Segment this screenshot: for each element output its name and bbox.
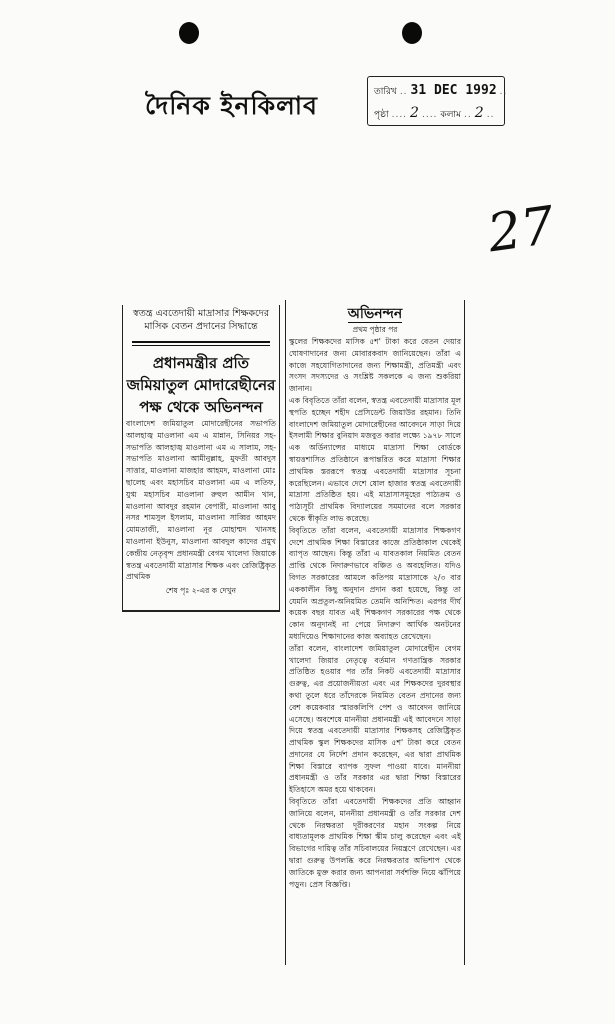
article-kicker: স্বতন্ত্র এবতেদায়ী মাদ্রাসার শিক্ষকদের মাসিক বেতন প্রদানের সিদ্ধান্তে [132, 308, 270, 332]
date-value: 31 DEC 1992 [410, 83, 497, 98]
left-article [122, 305, 280, 612]
article-headline: প্রধানমন্ত্রীর প্রতি জমিয়াতুল মোদারেছীনের পক্ষ থেকে অভিনন্দন [126, 354, 276, 416]
paragraph: তাঁরা বলেন, বাংলাদেশ জমিয়াতুল মোদারেছীন বেগম খালেদা জিয়ার নেতৃত্বে বর্তমান গণতান্ত্রিক সরকার প্রতিষ্ঠিত হওয়ার পর তাঁর নিকট এবতেদায়ী মাদ্রাসার গুরুত্ব, এর প্রয়োজনীয়তা এবং এর শিক্ষকদের দুরবস্থার কথা তুলে ধরে তাঁদেরকে নিয়মিত বেতন প্রদানের জন্য বেশ কয়েকবার স্মারকলিপি পেশ ও আবেদন জানিয়ে এসেছে। অবশেষে মাননীয়া প্রধানমন্ত্রী এই আবেদনে সাড়া দিয়ে স্বতন্ত্র এবতেদায়ী মাদ্রাসার শিক্ষকসহ রেজিষ্ট্রিকৃত প্রাথমিক স্কুল শিক্ষকদের মাসিক ৫শ' টাকা করে বেতন প্রদানের যে নির্দেশ প্রদান করেছেন, এর দ্বারা প্রাথমিক শিক্ষা বিস্তারে ব্যাপক সুফল পাওয়া যাবে। মাননীয়া প্রধানমন্ত্রী ও তাঁর সরকার এর দ্বারা শিক্ষা বিস্তারের ইতিহাসে অমর হয়ে থাকবেন। [289, 643, 461, 795]
paragraph: বিবৃতিতে তাঁরা এবতেদায়ী শিক্ষকদের প্রতি আহ্বান জানিয়ে বলেন, মাননীয়া প্রধানমন্ত্রী ও তাঁর সরকার দেশ থেকে নিরক্ষরতা দূরীকরণের মহান সংকল্প নিয়ে বাধ্যতামূলক প্রাথমিক শিক্ষা স্কীম চালু করেছেন এবং এই বিভাগের দায়িত্ব তাঁর সচিবালয়ের নিয়ন্ত্রণে রেখেছেন। এর দ্বারা গুরুত্ব উপলব্ধি করে নিরক্ষরতার অভিশাপ থেকে জাতিকে মুক্ত করার জন্য আপনারা সর্বশক্তি নিয়ে ঝাঁপিয়ে পড়ুন। প্রেস বিজ্ঞপ্তি। [289, 797, 461, 889]
column-label: কলাম [440, 110, 462, 120]
right-article [285, 300, 465, 965]
clipping-stamp: তারিখ .. 31 DEC 1992 .. পৃষ্ঠা .... 2 .... কলাম .. 2 .. [367, 76, 505, 126]
page-label: পৃষ্ঠা [374, 110, 389, 120]
paragraph: বিবৃতিতে তাঁরা বলেন, এবতেদায়ী মাদ্রাসার শিক্ষকগণ দেশে প্রাথমিক শিক্ষা বিস্তারের কাজে প্রতিষ্ঠাকাল থেকেই ব্যাপৃত আছেন। কিন্তু তাঁরা এ যাবতকাল নিয়মিত বেতন প্রাপ্তি থেকে নিদারুণভাবে বঞ্চিত ও অবহেলিত। যদিও বিগত সরকারের আমলে কতিপয় মাদ্রাসাকে ২/৩ বার এককালীন কিছু অনুদান প্রদান করা হয়েছে, কিন্তু তা যেমনি অপ্রতুল-অনিয়মিত তেমনি অনিশ্চিত। এরপর দীর্ঘ কয়েক বছর যাবত এই শিক্ষকগণ সরকারের পক্ষ থেকে কোন অনুদানই না পেয়ে নিদারুণ আর্থিক অনটনের মধ্যদিয়েও শিক্ষাদানের কাজ অব্যাহত রেখেছেন। [289, 525, 461, 641]
article-title: অভিনন্দন [347, 306, 403, 322]
column-value: 2 [474, 105, 484, 121]
article-body: বাংলাদেশ জমিয়াতুল মোদারেছীনের সভাপতি আলহাজ্ব মাওলানা এম এ মান্নান, সিনিয়র সহ-সভাপতি আলহাজ্ব মাওলানা এম এ সালাম, সহ-সভাপতি মাওলানা আমীনুল্লাহ, মুফতী আবদুস সাত্তার, মাওলানা মাজহার আহমদ, মাওলানা মোঃ ছালেহ এবং মহাসচিব মাওলানা এম এ লতিফ, যুগ্ম মহাসচিব মাওলানা রুহুল আমীন খান, মাওলানা আবদুর রহমান বেপারী, মাওলানা আবু নসর শামসুল ইসলাম, মাওলানা সাব্বির আহমদ মোমতাজী, মাওলানা নূর মোহাম্মদ খানসহ মাওলানা ইউনুস, মাওলানা আবদুল কাদের প্রমুখ কেন্দ্রীয় নেতৃবৃন্দ প্রধানমন্ত্রী বেগম খালেদা জিয়াকে স্বতন্ত্র এবতেদায়ী মাদ্রাসার শিক্ষক এবং রেজিষ্ট্রিকৃত প্রাথমিক [126, 419, 276, 582]
newspaper-masthead: দৈনিক ইনকিলাব [145, 91, 318, 120]
punch-hole-left [179, 22, 199, 44]
date-label: তারিখ [374, 87, 397, 97]
punch-hole-right [402, 22, 422, 44]
handwritten-page-number: 27 [484, 195, 559, 265]
continued-from-note: প্রথম পৃষ্ঠার পর [352, 325, 398, 334]
page-value: 2 [410, 105, 419, 121]
paragraph: স্কুলের শিক্ষকদের মাসিক ৫শ' টাকা করে বেতন দেয়ার ঘোষণাদানের জন্য মোবারকবাদ জানিয়েছেন। তাঁরা এ কাজে সহযোগিতাদানের জন্য শিক্ষামন্ত্রী, প্রতিমন্ত্রী এবং সংসদ সদস্যদের ও সংশ্লিষ্ট সকলকে এ জন্য শুকরিয়া জানান। [289, 337, 461, 394]
continuation-note: শেষ পৃঃ ২-এর ক দেখুন [165, 586, 237, 596]
paragraph: এক বিবৃতিতে তাঁরা বলেন, স্বতন্ত্র এবতেদায়ী মাদ্রাসার মূল স্থপতি হচ্ছেন শহীদ প্রেসিডেন্ট জিয়াউর রহমান। তিনি বাংলাদেশ জমিয়াতুল মোদারেছীনের আবেদনে সাড়া দিয়ে ইসলামী শিক্ষার বুনিয়াদ মজবুত করার লক্ষ্যে ১৯৭৮ সালে এক অর্ডিন্যান্সের মাধ্যমে মাদ্রাসা শিক্ষা বোর্ডকে স্বায়ত্তশাসিত প্রতিষ্ঠানে রূপান্তরিত করে মাদ্রাসা শিক্ষার প্রাথমিক স্তররূপে স্বতন্ত্র এবতেদায়ী মাদ্রাসার সূচনা করেছিলেন। এভাবে দেশে ষোল হাজার স্বতন্ত্র এবতেদায়ী মাদ্রাসা প্রতিষ্ঠিত হয়। এই মাদ্রাসাসমূহের পাঠ্যক্রম ও পাঠ্যসূচী প্রাথমিক বিদ্যালয়ের সমমানের বলে সরকার থেকে স্বীকৃতি লাভ করেছে। [289, 395, 461, 523]
divider [132, 341, 270, 346]
